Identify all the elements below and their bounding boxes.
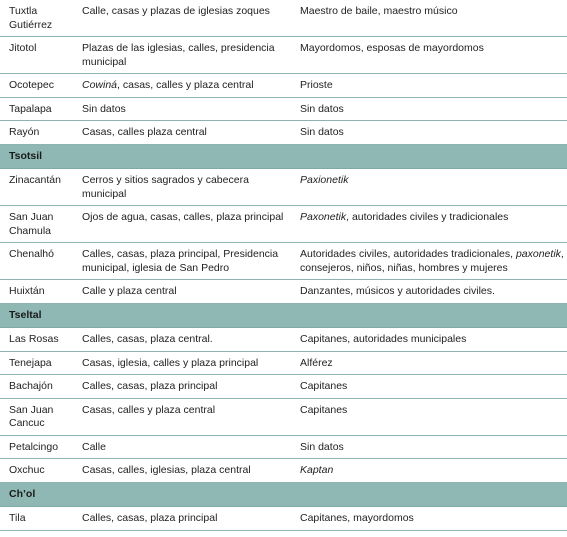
actors-text-part: Capitanes	[300, 403, 348, 416]
actors-text-part: Sin datos	[300, 102, 344, 115]
actors-text-part: , consejeros, niños, niñas, hombres y mujeres	[300, 248, 564, 274]
spaces-cell: Calle, casas y plazas de iglesias zoques	[82, 0, 300, 37]
actors-text-part: Paxonetik	[300, 211, 347, 223]
place-cell: San Juan Cancuc	[0, 398, 82, 435]
place-cell: Tuxtla Gutiérrez	[0, 0, 82, 37]
place-cell: Huixtán	[0, 280, 82, 304]
actors-cell	[300, 375, 567, 399]
actors-cell	[300, 243, 567, 280]
spaces-text-part: Cowiná	[82, 79, 118, 91]
spaces-cell: Casas, calles y plaza central	[82, 398, 300, 435]
section-label: Ch’ol	[0, 482, 567, 507]
table-row	[0, 37, 567, 74]
table-row	[0, 328, 567, 352]
spaces-cell: Cerros y sitios sagrados y cabecera municipal	[82, 169, 300, 206]
table-row	[0, 243, 567, 280]
actors-cell	[300, 169, 567, 206]
actors-text-part: Sin datos	[300, 440, 344, 453]
actors-cell	[300, 459, 567, 483]
table-row	[0, 398, 567, 435]
table-row	[0, 121, 567, 145]
table-row	[0, 206, 567, 243]
table-row	[0, 435, 567, 459]
section-header-row	[0, 482, 567, 507]
section-header-row	[0, 144, 567, 169]
place-cell: Tila	[0, 507, 82, 531]
place-cell: Las Rosas	[0, 328, 82, 352]
table-row	[0, 74, 567, 98]
actors-text-part: , autoridades civiles y tradicionales	[346, 211, 509, 223]
actors-text-part: Capitanes, autoridades municipales	[300, 333, 467, 345]
spaces-cell: Ojos de agua, casas, calles, plaza principal	[82, 206, 300, 243]
actors-text-part: paxonetik	[515, 248, 561, 260]
actors-cell	[300, 37, 567, 74]
section-header-row	[0, 303, 567, 328]
place-cell: Chenalhó	[0, 243, 82, 280]
actors-cell	[300, 351, 567, 375]
actors-text-part: Autoridades civiles, autoridades tradicionales,	[300, 248, 516, 260]
actors-text-part: Mayordomos, esposas de mayordomos	[300, 42, 484, 54]
spaces-cell: Calles, casas, plaza principal, Presidencia municipal, iglesia de San Pedro	[82, 243, 300, 280]
table-row	[0, 0, 567, 37]
place-cell: Rayón	[0, 121, 82, 145]
place-cell: Zinacantán	[0, 169, 82, 206]
place-cell: Oxchuc	[0, 459, 82, 483]
section-label: Tseltal	[0, 303, 567, 328]
table-row	[0, 375, 567, 399]
spaces-cell: Calles, casas, plaza principal	[82, 507, 300, 531]
table-row	[0, 280, 567, 304]
actors-cell	[300, 435, 567, 459]
place-cell: Petalcingo	[0, 435, 82, 459]
spaces-cell: Sin datos	[82, 97, 300, 121]
spaces-cell: Calle	[82, 435, 300, 459]
spaces-cell: Casas, calles plaza central	[82, 121, 300, 145]
actors-cell	[300, 97, 567, 121]
actors-text-part: Alférez	[300, 356, 333, 369]
actors-cell	[300, 398, 567, 435]
actors-text-part: Paxionetik	[300, 174, 349, 186]
actors-text-part: Kaptan	[300, 464, 334, 476]
spaces-cell	[82, 74, 300, 98]
table-row	[0, 507, 567, 531]
spaces-cell: Casas, iglesia, calles y plaza principal	[82, 351, 300, 375]
actors-cell	[300, 507, 567, 531]
place-cell: Ocotepec	[0, 74, 82, 98]
section-label: Tsotsil	[0, 144, 567, 169]
place-cell: Tapalapa	[0, 97, 82, 121]
place-cell: Jitotol	[0, 37, 82, 74]
spaces-cell: Calle y plaza central	[82, 280, 300, 304]
actors-text-part: Maestro de baile, maestro músico	[300, 5, 458, 17]
actors-text-part: Capitanes, mayordomos	[300, 512, 414, 524]
actors-cell	[300, 0, 567, 37]
spaces-cell: Plazas de las iglesias, calles, presidencia municipal	[82, 37, 300, 74]
actors-text-part: Prioste	[300, 79, 333, 91]
actors-cell	[300, 280, 567, 304]
actors-cell	[300, 206, 567, 243]
spaces-cell: Casas, calles, iglesias, plaza central	[82, 459, 300, 483]
actors-text-part: Sin datos	[300, 126, 344, 138]
table-row	[0, 459, 567, 483]
actors-cell	[300, 121, 567, 145]
table-row	[0, 169, 567, 206]
table-row	[0, 97, 567, 121]
table-row	[0, 351, 567, 375]
actors-cell	[300, 328, 567, 352]
place-cell: San Juan Chamula	[0, 206, 82, 243]
spaces-cell: Calles, casas, plaza central.	[82, 328, 300, 352]
actors-text-part: Capitanes	[300, 380, 348, 392]
place-cell: Tenejapa	[0, 351, 82, 375]
spaces-text-part: , casas, calles y plaza central	[117, 79, 254, 91]
spaces-cell: Calles, casas, plaza principal	[82, 375, 300, 399]
actors-text-part: Danzantes, músicos y autoridades civiles.	[300, 285, 495, 297]
place-cell: Bachajón	[0, 375, 82, 399]
actors-cell	[300, 74, 567, 98]
